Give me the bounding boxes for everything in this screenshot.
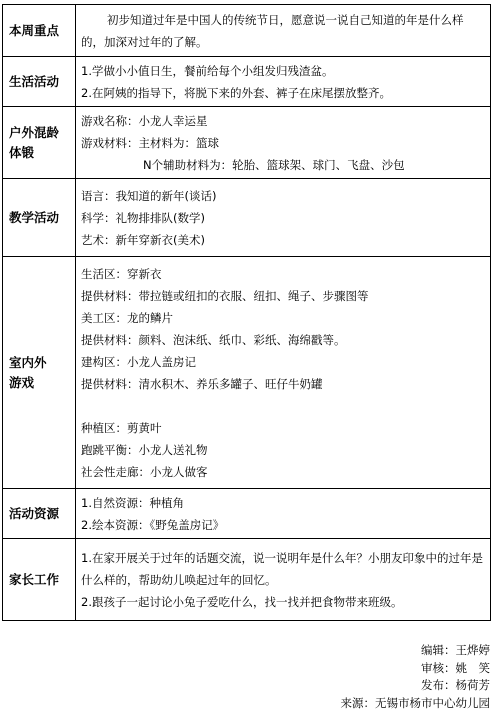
row-label-games bbox=[3, 257, 76, 489]
content-line: 提供材料：颜料、泡沫纸、纸巾、彩纸、海绵戳等。 bbox=[81, 332, 346, 347]
content-line: 1.学做小小值日生，餐前给每个小组发归残渣盆。 bbox=[81, 63, 334, 78]
row-label-outdoor-sports bbox=[3, 107, 76, 179]
table-row bbox=[3, 257, 491, 489]
content-line: 科学：礼物排排队(数学) bbox=[81, 210, 205, 225]
table-row bbox=[3, 179, 491, 257]
content-line: 提供材料：带拉链或纽扣的衣服、纽扣、绳子、步骤图等 bbox=[81, 288, 369, 303]
table-row bbox=[3, 539, 491, 621]
content-line: 1.自然资源：种植角 bbox=[81, 495, 184, 510]
row-label-parents: 家长工作 bbox=[3, 539, 76, 621]
content-line: 游戏名称：小龙人幸运星 bbox=[81, 113, 208, 128]
row-content-outdoor-sports bbox=[76, 107, 491, 179]
content-line: 美工区：龙的鳞片 bbox=[81, 310, 173, 325]
source-credit: 来源：无锡市杨市中心幼儿园 bbox=[340, 695, 490, 710]
label-line: 室内外 bbox=[9, 354, 47, 370]
label-line: 游戏 bbox=[9, 374, 35, 390]
content-line: N个辅助材料为：轮胎、篮球架、球门、飞盘、沙包 bbox=[143, 157, 405, 172]
content-line: 跑跳平衡：小龙人送礼物 bbox=[81, 442, 208, 457]
label-line: 体锻 bbox=[9, 144, 35, 160]
row-label-teaching: 教学活动 bbox=[3, 179, 76, 257]
row-content-focus bbox=[76, 5, 491, 57]
content-line: 种植区：剪黄叶 bbox=[81, 420, 162, 435]
content-line: 生活区：穿新衣 bbox=[81, 266, 162, 281]
blank-line bbox=[81, 395, 486, 417]
content-line: 社会性走廊：小龙人做客 bbox=[81, 464, 208, 479]
row-label-resources: 活动资源 bbox=[3, 489, 76, 539]
content-line: 游戏材料：主材料为：篮球 bbox=[81, 135, 219, 150]
row-content-daily-life bbox=[76, 57, 491, 107]
content-line: 2.跟孩子一起讨论小兔子爱吃什么，找一找并把食物带来班级。 bbox=[81, 594, 403, 609]
content-line: 建构区：小龙人盖房记 bbox=[81, 354, 196, 369]
row-content-teaching bbox=[76, 179, 491, 257]
table-row bbox=[3, 57, 491, 107]
table-row bbox=[3, 5, 491, 57]
content-line: 初步知道过年是中国人的传统节日，愿意说一说自己知道的年是什么样的，加深对过年的了解。 bbox=[81, 12, 464, 49]
table-row bbox=[3, 489, 491, 539]
row-label-daily-life: 生活活动 bbox=[3, 57, 76, 107]
publisher-credit: 发布：杨荷芳 bbox=[421, 678, 490, 692]
content-line: 艺术：新年穿新衣(美术) bbox=[81, 232, 205, 247]
content-line: 2.绘本资源：《野兔盖房记》 bbox=[81, 517, 225, 532]
editor-credit: 编辑：王烨婷 bbox=[421, 643, 490, 657]
reviewer-credit: 审核：姚 笑 bbox=[421, 660, 490, 675]
table-row bbox=[3, 107, 491, 179]
content-line: 语言：我知道的新年(谈话) bbox=[81, 188, 217, 203]
row-label-focus: 本周重点 bbox=[3, 5, 76, 57]
row-content-parents bbox=[76, 539, 491, 621]
label-line: 户外混龄 bbox=[9, 124, 60, 140]
content-line: 1.在家开展关于过年的话题交流，说一说明年是什么年？小朋友印象中的过年是什么样的，帮助幼儿唤起过年的回忆。 bbox=[81, 550, 483, 587]
weekly-plan-table bbox=[2, 4, 491, 621]
row-content-resources bbox=[76, 489, 491, 539]
credits-footer bbox=[341, 642, 491, 712]
row-content-games bbox=[76, 257, 491, 489]
content-line: 提供材料：清水积木、养乐多罐子、旺仔牛奶罐 bbox=[81, 376, 323, 391]
content-line: 2.在阿姨的指导下，将脱下来的外套、裤子在床尾摆放整齐。 bbox=[81, 85, 391, 100]
